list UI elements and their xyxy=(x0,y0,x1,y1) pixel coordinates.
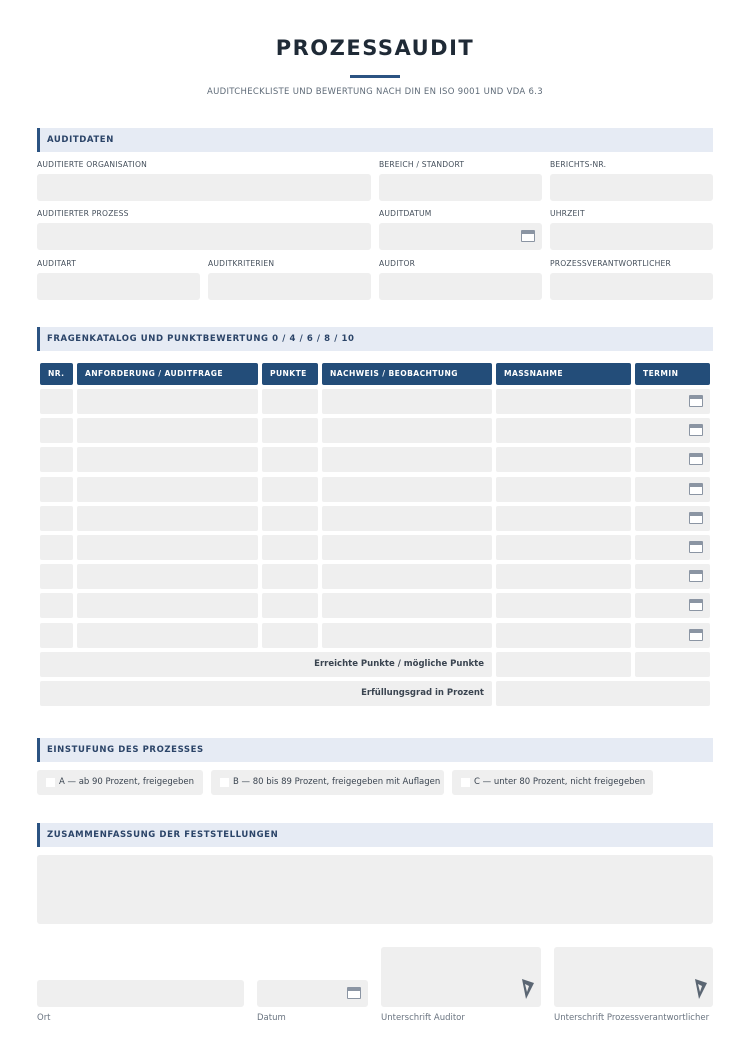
termin-cell[interactable] xyxy=(635,506,710,531)
label-auditdatum: AUDITDATUM xyxy=(379,209,432,218)
column-header-nachweis: NACHWEIS / BEOBACHTUNG xyxy=(322,363,492,385)
termin-cell[interactable] xyxy=(635,535,710,560)
anforderung-cell[interactable] xyxy=(77,418,258,443)
nr-cell[interactable] xyxy=(40,389,73,414)
massnahme-cell[interactable] xyxy=(496,535,631,560)
pen-icon xyxy=(520,977,536,1001)
ort-field[interactable] xyxy=(37,980,244,1007)
calendar-icon[interactable] xyxy=(689,541,703,553)
nr-cell[interactable] xyxy=(40,447,73,472)
calendar-icon[interactable] xyxy=(689,483,703,495)
termin-cell[interactable] xyxy=(635,477,710,502)
label-prozessverantwortlicher: PROZESSVERANTWORTLICHER xyxy=(550,259,671,268)
anforderung-cell[interactable] xyxy=(77,506,258,531)
massnahme-cell[interactable] xyxy=(496,418,631,443)
nr-cell[interactable] xyxy=(40,593,73,618)
punkte-cell[interactable] xyxy=(262,477,318,502)
prozessverantwortlicher-field[interactable] xyxy=(550,273,713,300)
anforderung-cell[interactable] xyxy=(77,593,258,618)
massnahme-cell[interactable] xyxy=(496,477,631,502)
label-uhrzeit: UHRZEIT xyxy=(550,209,585,218)
grade-percent-field[interactable] xyxy=(496,681,710,706)
grade-label-cell xyxy=(40,681,492,706)
nachweis-cell[interactable] xyxy=(322,623,492,648)
punkte-cell[interactable] xyxy=(262,447,318,472)
label-auditart: AUDITART xyxy=(37,259,77,268)
punkte-cell[interactable] xyxy=(262,564,318,589)
calendar-icon[interactable] xyxy=(689,453,703,465)
termin-cell[interactable] xyxy=(635,389,710,414)
nachweis-cell[interactable] xyxy=(322,535,492,560)
nr-cell[interactable] xyxy=(40,564,73,589)
nachweis-cell[interactable] xyxy=(322,389,492,414)
summary-label-cell xyxy=(40,652,492,677)
option-a[interactable] xyxy=(37,770,203,795)
points-sum-label: Erreichte Punkte / mögliche Punkte xyxy=(314,659,484,669)
massnahme-cell[interactable] xyxy=(496,564,631,589)
column-header-punkte: PUNKTE xyxy=(262,363,318,385)
anforderung-cell[interactable] xyxy=(77,389,258,414)
column-header-termin: TERMIN xyxy=(635,363,710,385)
calendar-icon[interactable] xyxy=(689,599,703,611)
label-auditkriterien: AUDITKRITERIEN xyxy=(208,259,275,268)
label-prozess: AUDITIERTER PROZESS xyxy=(37,209,129,218)
calendar-icon[interactable] xyxy=(689,512,703,524)
termin-cell[interactable] xyxy=(635,418,710,443)
label-auditor: AUDITOR xyxy=(379,259,416,268)
calendar-icon[interactable] xyxy=(689,395,703,407)
summary-textarea[interactable] xyxy=(37,855,713,924)
nr-cell[interactable] xyxy=(40,535,73,560)
calendar-icon[interactable] xyxy=(521,230,535,242)
signature-auditor-field[interactable] xyxy=(381,947,541,1007)
section-fragenkatalog: FRAGENKATALOG UND PUNKTBEWERTUNG 0 / 4 / 6 / 8 / 10 xyxy=(37,327,713,351)
section-zusammenfassung: ZUSAMMENFASSUNG DER FESTSTELLUNGEN xyxy=(37,823,713,847)
nachweis-cell[interactable] xyxy=(322,418,492,443)
berichtsnr-field[interactable] xyxy=(550,174,713,201)
massnahme-cell[interactable] xyxy=(496,593,631,618)
punkte-cell[interactable] xyxy=(262,418,318,443)
nr-cell[interactable] xyxy=(40,623,73,648)
termin-cell[interactable] xyxy=(635,564,710,589)
massnahme-cell[interactable] xyxy=(496,506,631,531)
option-b-label: B — 80 bis 89 Prozent, freigegeben mit Auflagen xyxy=(233,777,441,787)
option-c-checkbox[interactable] xyxy=(461,778,470,787)
organisation-field[interactable] xyxy=(37,174,371,201)
nachweis-cell[interactable] xyxy=(322,477,492,502)
termin-cell[interactable] xyxy=(635,593,710,618)
auditkriterien-field[interactable] xyxy=(208,273,371,300)
page-subtitle: AUDITCHECKLISTE UND BEWERTUNG NACH DIN EN ISO 9001 UND VDA 6.3 xyxy=(207,87,543,97)
datum-label: Datum xyxy=(257,1013,286,1023)
calendar-icon[interactable] xyxy=(347,987,361,999)
signature-verantwortlicher-label: Unterschrift Prozessverantwortlicher xyxy=(554,1013,710,1023)
option-c[interactable] xyxy=(452,770,653,795)
column-header-massnahme: MASSNAHME xyxy=(496,363,631,385)
section-auditdaten: AUDITDATEN xyxy=(37,128,713,152)
option-c-label: C — unter 80 Prozent, nicht freigegeben xyxy=(474,777,646,787)
label-bereich: BEREICH / STANDORT xyxy=(379,160,465,169)
punkte-cell[interactable] xyxy=(262,623,318,648)
label-organisation: AUDITIERTE ORGANISATION xyxy=(37,160,148,169)
termin-cell[interactable] xyxy=(635,447,710,472)
nr-cell[interactable] xyxy=(40,506,73,531)
nachweis-cell[interactable] xyxy=(322,593,492,618)
points-sum-extra-field[interactable] xyxy=(635,652,710,677)
ort-label: Ort xyxy=(37,1013,51,1023)
punkte-cell[interactable] xyxy=(262,506,318,531)
nachweis-cell[interactable] xyxy=(322,564,492,589)
page-title: PROZESSAUDIT xyxy=(275,36,475,60)
nachweis-cell[interactable] xyxy=(322,506,492,531)
calendar-icon[interactable] xyxy=(689,570,703,582)
signature-auditor-label: Unterschrift Auditor xyxy=(381,1013,465,1023)
massnahme-cell[interactable] xyxy=(496,389,631,414)
signature-verantwortlicher-field[interactable] xyxy=(554,947,713,1007)
pen-icon xyxy=(693,977,709,1001)
option-b[interactable] xyxy=(211,770,444,795)
section-einstufung: EINSTUFUNG DES PROZESSES xyxy=(37,738,713,762)
option-b-checkbox[interactable] xyxy=(220,778,229,787)
punkte-cell[interactable] xyxy=(262,593,318,618)
option-a-label: A — ab 90 Prozent, freigegeben xyxy=(59,777,194,787)
nr-cell[interactable] xyxy=(40,477,73,502)
calendar-icon[interactable] xyxy=(689,424,703,436)
massnahme-cell[interactable] xyxy=(496,623,631,648)
auditdatum-field[interactable] xyxy=(379,223,542,250)
anforderung-cell[interactable] xyxy=(77,477,258,502)
title-underline xyxy=(350,75,400,78)
uhrzeit-field[interactable] xyxy=(550,223,713,250)
termin-cell[interactable] xyxy=(635,623,710,648)
label-berichtsnr: BERICHTS-NR. xyxy=(550,160,607,169)
anforderung-cell[interactable] xyxy=(77,564,258,589)
nr-cell[interactable] xyxy=(40,418,73,443)
anforderung-cell[interactable] xyxy=(77,535,258,560)
punkte-cell[interactable] xyxy=(262,535,318,560)
option-a-checkbox[interactable] xyxy=(46,778,55,787)
datum-field[interactable] xyxy=(257,980,368,1007)
massnahme-cell[interactable] xyxy=(496,447,631,472)
points-sum-field[interactable] xyxy=(496,652,631,677)
column-header-nr: NR. xyxy=(40,363,73,385)
auditor-field[interactable] xyxy=(379,273,542,300)
anforderung-cell[interactable] xyxy=(77,447,258,472)
grade-percent-label: Erfüllungsgrad in Prozent xyxy=(361,688,484,698)
column-header-anforderung: ANFORDERUNG / AUDITFRAGE xyxy=(77,363,258,385)
anforderung-cell[interactable] xyxy=(77,623,258,648)
nachweis-cell[interactable] xyxy=(322,447,492,472)
calendar-icon[interactable] xyxy=(689,629,703,641)
auditart-field[interactable] xyxy=(37,273,200,300)
bereich-field[interactable] xyxy=(379,174,542,201)
prozess-field[interactable] xyxy=(37,223,371,250)
punkte-cell[interactable] xyxy=(262,389,318,414)
